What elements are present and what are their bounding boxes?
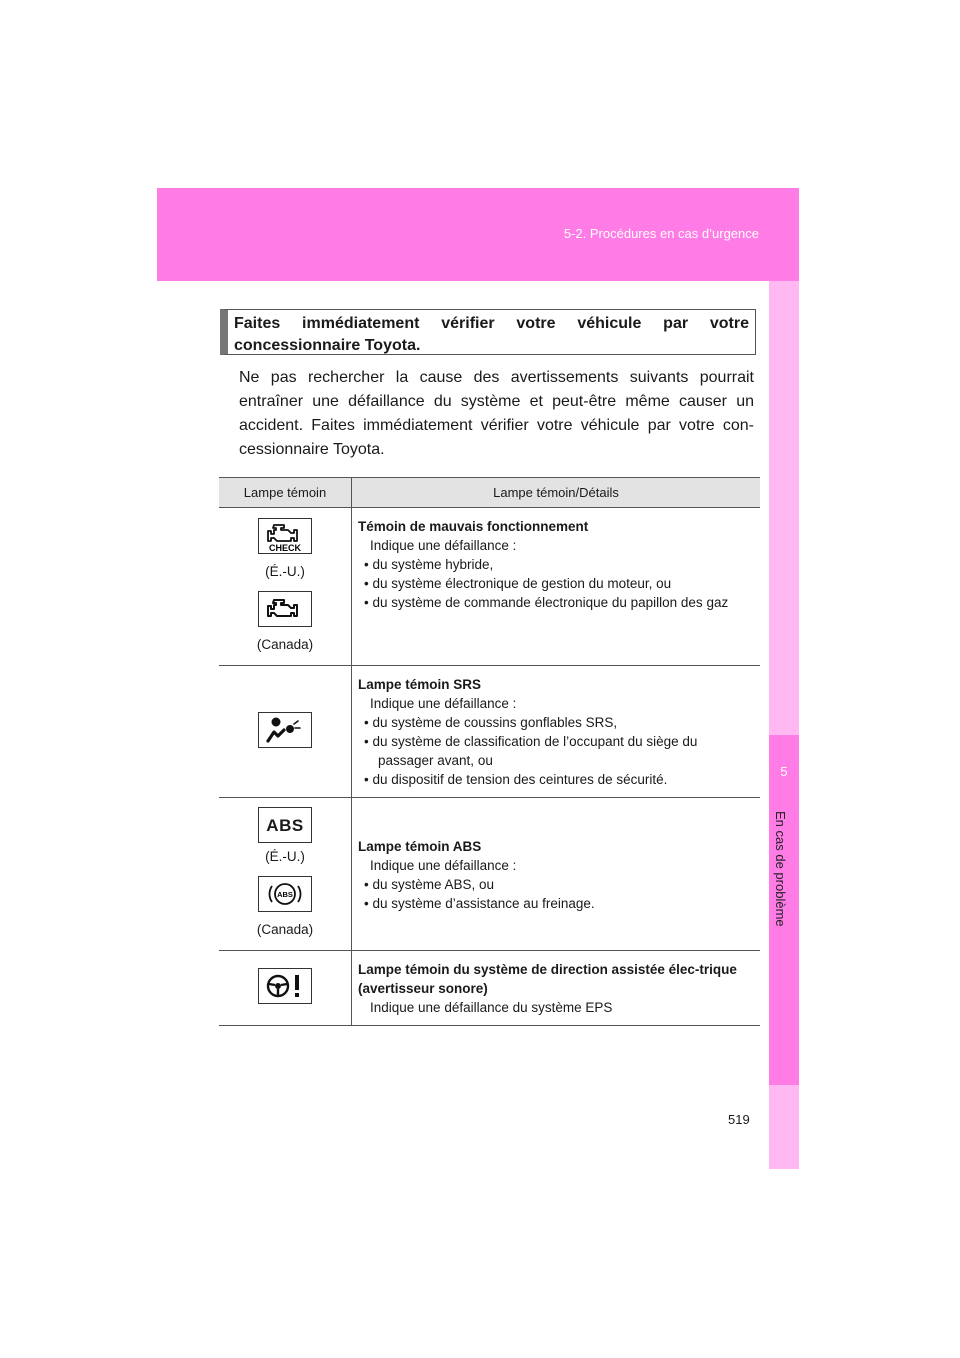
icon-caption-canada: (Canada) <box>256 922 314 937</box>
abs-text: ABS <box>266 815 304 835</box>
table-row <box>219 951 760 1026</box>
notice-box <box>220 309 756 355</box>
icon-caption-us: (É.-U.) <box>265 564 305 579</box>
table-row <box>219 508 760 666</box>
lamp-icon-cell <box>219 666 352 798</box>
lamp-title: Témoin de mauvais fonctionnement <box>358 519 589 534</box>
lamp-bullet: • du dispositif de tension des ceintures de sécurité. <box>364 770 754 789</box>
lamp-intro: Indique une défaillance : <box>370 696 517 711</box>
table-header-row <box>219 478 760 508</box>
lamp-details-cell <box>352 508 761 666</box>
lamp-title: Lampe témoin SRS <box>358 677 482 692</box>
intro-paragraph: Ne pas rechercher la cause des avertissements suivants pourrait entraîner une défaillance du système et peut-être même causer un accident. Faites immédiatement vérifier votre véhicule par votre con-cessionnaire Toyota. <box>239 369 754 458</box>
abs-circle-text: ABS <box>277 890 293 899</box>
lamp-icon-cell <box>219 951 352 1026</box>
check-engine-icon <box>258 518 312 554</box>
lamp-intro: Indique une défaillance du système EPS <box>370 1000 613 1015</box>
lamp-intro: Indique une défaillance : <box>370 857 517 873</box>
lamp-title: Lampe témoin ABS <box>358 838 482 854</box>
abs-circle-icon <box>258 876 312 912</box>
chapter-number: 5 <box>780 764 788 779</box>
lamp-bullet: • du système hybride, <box>364 555 754 574</box>
lamp-bullet: • du système électronique de gestion du moteur, ou <box>364 574 754 593</box>
warning-lamp-table <box>219 477 760 1026</box>
lamp-bullet: • du système d’assistance au freinage. <box>364 894 754 913</box>
lamp-bullet: • du système de classification de l’occupant du siège du passager avant, ou <box>364 732 754 770</box>
lamp-title: Lampe témoin du système de direction assistée élec-trique (avertisseur sonore) <box>358 962 737 996</box>
header-details: Lampe témoin/Détails <box>352 478 761 508</box>
lamp-details-cell <box>352 951 761 1026</box>
side-tab <box>769 281 799 1169</box>
header-band <box>157 188 799 281</box>
lamp-bullet: • du système de commande électronique du papillon des gaz <box>364 593 754 612</box>
abs-text-icon <box>258 807 312 843</box>
srs-airbag-icon <box>258 712 312 748</box>
engine-icon <box>258 591 312 627</box>
chapter-label: En cas de problème <box>773 811 788 927</box>
lamp-bullet: • du système de coussins gonflables SRS, <box>364 713 754 732</box>
section-title: 5-2. Procédures en cas d’urgence <box>563 226 759 241</box>
lamp-intro: Indique une défaillance : <box>370 538 517 553</box>
notice-title: Faites immédiatement vérifier votre véhicule par votre concessionnaire Toyota. <box>234 315 749 354</box>
header-lamp: Lampe témoin <box>219 478 352 508</box>
check-label: CHECK <box>268 543 302 553</box>
lamp-icon-cell <box>219 508 352 666</box>
eps-steering-icon <box>258 968 312 1004</box>
page-number: 519 <box>728 1112 750 1127</box>
lamp-bullet: • du système ABS, ou <box>364 875 754 894</box>
table-row <box>219 798 760 951</box>
lamp-icon-cell <box>219 798 352 951</box>
table-row <box>219 666 760 798</box>
lamp-details-cell <box>352 666 761 798</box>
icon-caption-canada: (Canada) <box>256 637 314 652</box>
lamp-details-cell <box>352 798 761 951</box>
icon-caption-us: (É.-U.) <box>265 849 305 864</box>
